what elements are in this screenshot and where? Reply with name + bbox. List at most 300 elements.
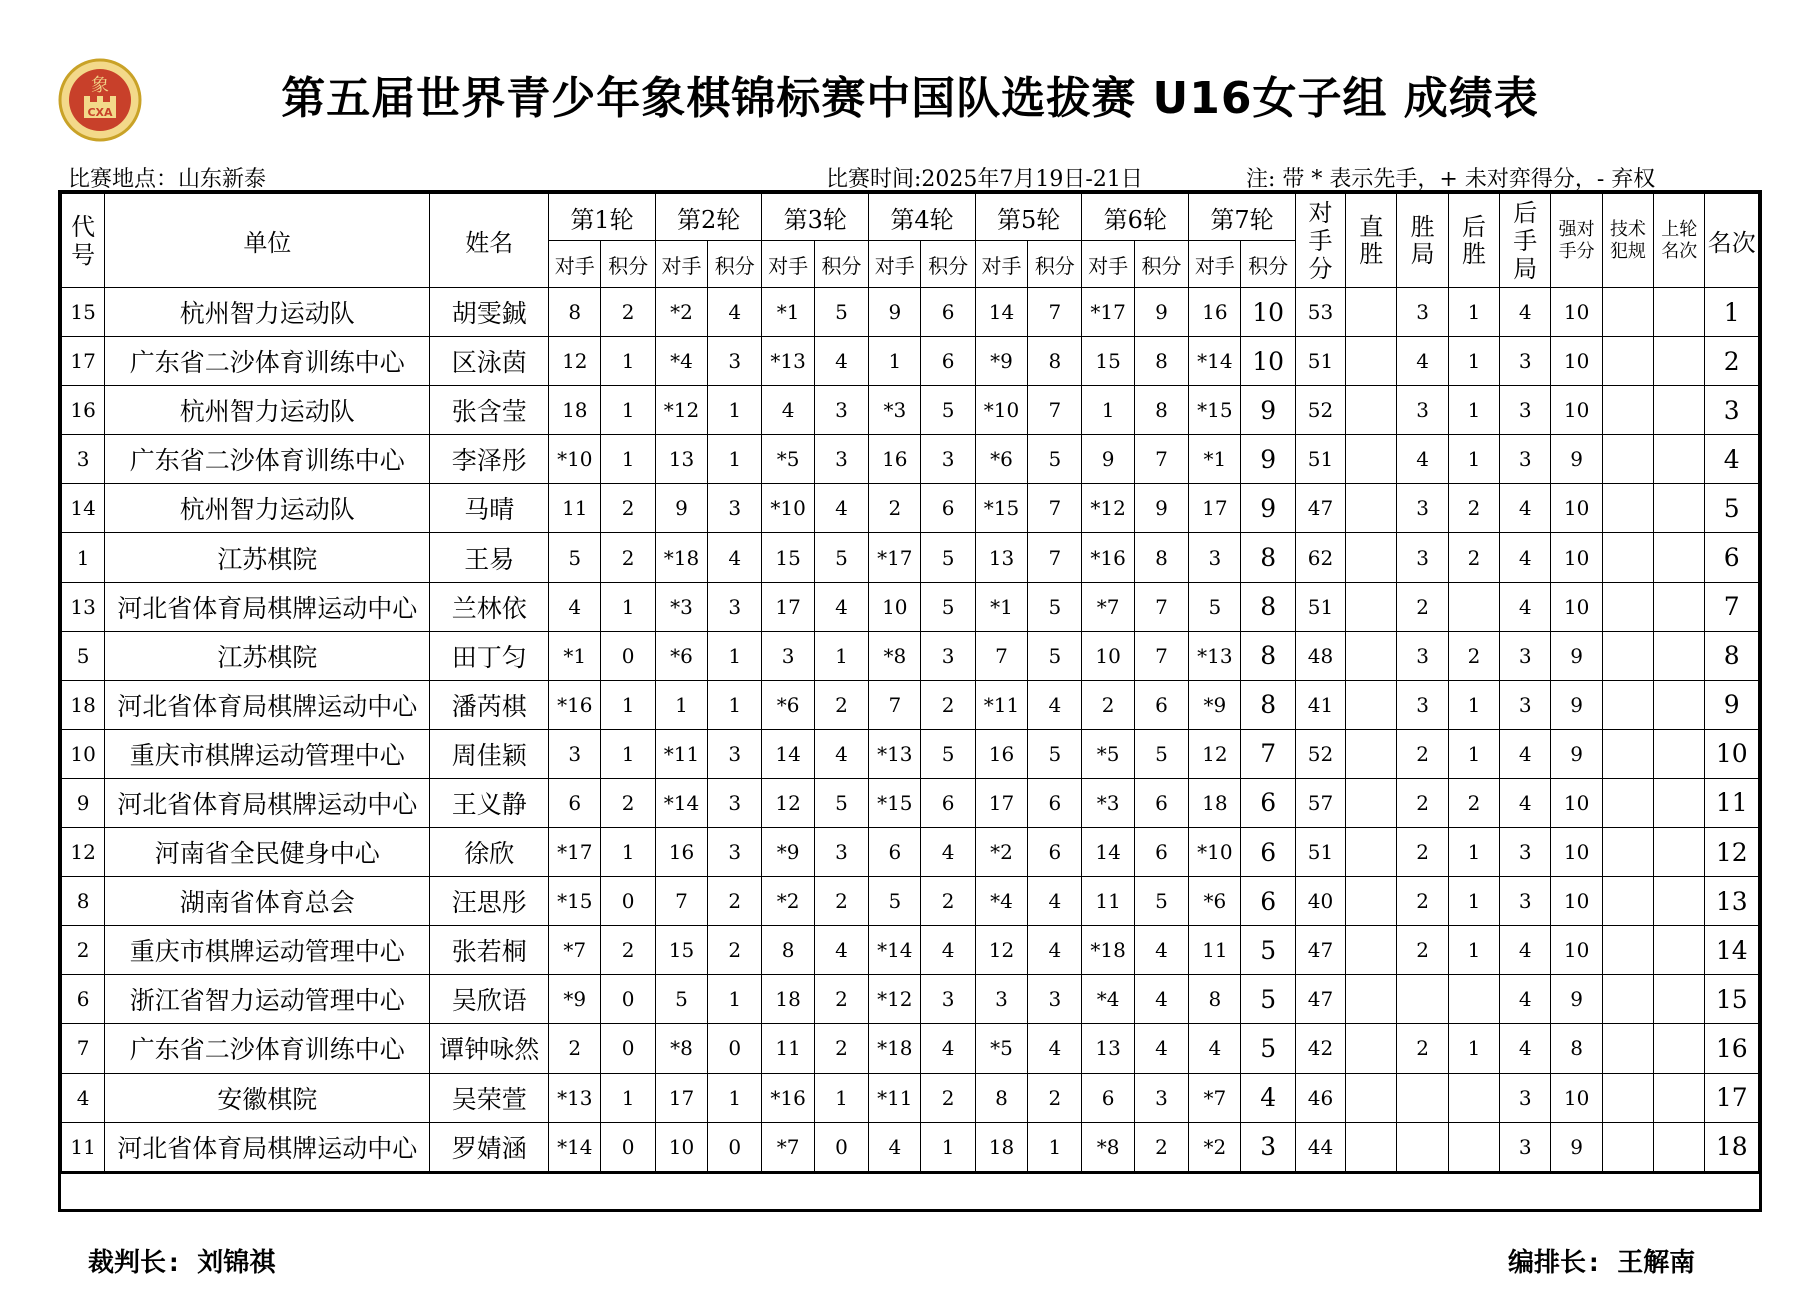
cell-score-r5: 7 — [1028, 484, 1082, 533]
cell-score-r6: 8 — [1134, 533, 1188, 582]
cell-opponent-r7: 8 — [1189, 975, 1241, 1024]
cell-score-r4: 4 — [921, 926, 975, 975]
cell-score-r7: 10 — [1241, 288, 1295, 337]
cell-opponent-r6: 1 — [1082, 386, 1134, 435]
cell-last-rank — [1654, 729, 1705, 778]
cell-rank: 7 — [1705, 582, 1759, 631]
cell-unit: 广东省二沙体育训练中心 — [105, 435, 430, 484]
cell-score-r1: 0 — [601, 1024, 655, 1073]
cell-later-wins: 1 — [1448, 435, 1499, 484]
cell-score-r6: 3 — [1134, 1073, 1188, 1122]
cell-score-r1: 2 — [601, 926, 655, 975]
cell-opponent-r2: *12 — [655, 386, 707, 435]
cell-second-moves: 3 — [1500, 828, 1551, 877]
cell-code: 14 — [62, 484, 105, 533]
cell-code: 17 — [62, 337, 105, 386]
cell-opponent-r4: 9 — [869, 288, 921, 337]
cell-unit: 重庆市棋牌运动管理中心 — [105, 729, 430, 778]
venue-label: 比赛地点：山东新泰 — [68, 167, 267, 192]
cell-tech-foul — [1602, 484, 1653, 533]
cell-name: 汪思彤 — [430, 877, 549, 926]
cell-opponent-r7: *2 — [1189, 1122, 1241, 1172]
cell-opp-score: 51 — [1295, 337, 1345, 386]
subheader-opponent-r1: 对手 — [549, 241, 601, 288]
cell-score-r4: 6 — [921, 778, 975, 827]
cell-code: 10 — [62, 729, 105, 778]
cell-opponent-r2: *4 — [655, 337, 707, 386]
cell-score-r4: 4 — [921, 828, 975, 877]
cell-direct-win — [1346, 975, 1397, 1024]
header-later-wins: 后胜 — [1448, 194, 1499, 288]
cell-second-moves: 3 — [1500, 337, 1551, 386]
cell-opponent-r3: *10 — [762, 484, 814, 533]
cell-score-r7: 9 — [1241, 435, 1295, 484]
cell-score-r4: 6 — [921, 484, 975, 533]
cell-score-r1: 1 — [601, 386, 655, 435]
cell-score-r7: 8 — [1241, 582, 1295, 631]
table-row — [62, 435, 1759, 484]
cell-opponent-r4: *15 — [869, 778, 921, 827]
cell-score-r7: 6 — [1241, 778, 1295, 827]
cell-unit: 江苏棋院 — [105, 631, 430, 680]
cell-score-r6: 9 — [1134, 288, 1188, 337]
cell-score-r5: 5 — [1028, 435, 1082, 484]
cell-opponent-r5: 14 — [975, 288, 1027, 337]
subheader-score-r3: 积分 — [814, 241, 868, 288]
cell-score-r2: 4 — [708, 533, 762, 582]
cell-score-r3: 2 — [814, 877, 868, 926]
cell-later-wins: 2 — [1448, 631, 1499, 680]
cxa-logo — [58, 58, 142, 142]
cell-code: 7 — [62, 1024, 105, 1073]
cell-score-r5: 7 — [1028, 386, 1082, 435]
cell-score-r2: 1 — [708, 386, 762, 435]
cell-score-r1: 0 — [601, 975, 655, 1024]
cell-wins: 3 — [1397, 484, 1448, 533]
table-row — [62, 386, 1759, 435]
header-strong-opp: 强对手分 — [1551, 194, 1602, 288]
cell-later-wins: 2 — [1448, 533, 1499, 582]
subheader-opponent-r3: 对手 — [762, 241, 814, 288]
cell-score-r6: 4 — [1134, 1024, 1188, 1073]
subheader-opponent-r4: 对手 — [869, 241, 921, 288]
cell-later-wins: 1 — [1448, 926, 1499, 975]
cell-opponent-r6: 15 — [1082, 337, 1134, 386]
header-second-moves: 后手局 — [1500, 194, 1551, 288]
cell-code: 12 — [62, 828, 105, 877]
cell-tech-foul — [1602, 533, 1653, 582]
cell-last-rank — [1654, 778, 1705, 827]
cell-tech-foul — [1602, 631, 1653, 680]
cell-rank: 16 — [1705, 1024, 1759, 1073]
cell-opponent-r6: *5 — [1082, 729, 1134, 778]
cell-code: 5 — [62, 631, 105, 680]
cell-opponent-r3: *9 — [762, 828, 814, 877]
chief-referee: 裁判长: 刘锦祺 — [88, 1248, 276, 1278]
cell-score-r1: 1 — [601, 828, 655, 877]
cell-score-r1: 0 — [601, 631, 655, 680]
cell-strong-opp: 10 — [1551, 533, 1602, 582]
cell-score-r7: 10 — [1241, 337, 1295, 386]
table-row — [62, 877, 1759, 926]
cell-opponent-r2: *11 — [655, 729, 707, 778]
cell-score-r5: 5 — [1028, 582, 1082, 631]
cell-score-r2: 3 — [708, 484, 762, 533]
cell-opponent-r6: *4 — [1082, 975, 1134, 1024]
cell-score-r5: 4 — [1028, 680, 1082, 729]
cell-wins — [1397, 1073, 1448, 1122]
cell-opponent-r1: 8 — [549, 288, 601, 337]
cell-last-rank — [1654, 288, 1705, 337]
cell-later-wins — [1448, 1122, 1499, 1172]
cell-score-r4: 5 — [921, 386, 975, 435]
cell-score-r4: 3 — [921, 435, 975, 484]
cell-opponent-r1: *7 — [549, 926, 601, 975]
cell-name: 潘芮棋 — [430, 680, 549, 729]
cell-second-moves: 4 — [1500, 778, 1551, 827]
cell-score-r6: 6 — [1134, 828, 1188, 877]
cell-opponent-r7: *13 — [1189, 631, 1241, 680]
cell-wins: 3 — [1397, 631, 1448, 680]
cell-opponent-r2: *14 — [655, 778, 707, 827]
cell-code: 9 — [62, 778, 105, 827]
cell-direct-win — [1346, 1122, 1397, 1172]
cell-name: 王义静 — [430, 778, 549, 827]
cell-direct-win — [1346, 386, 1397, 435]
table-row — [62, 1024, 1759, 1073]
cell-opponent-r4: 2 — [869, 484, 921, 533]
table-row — [62, 828, 1759, 877]
cell-score-r2: 0 — [708, 1122, 762, 1172]
table-row — [62, 680, 1759, 729]
cell-opponent-r4: 6 — [869, 828, 921, 877]
cell-strong-opp: 10 — [1551, 386, 1602, 435]
cell-last-rank — [1654, 582, 1705, 631]
cell-score-r1: 1 — [601, 435, 655, 484]
cell-score-r3: 4 — [814, 926, 868, 975]
cell-unit: 杭州智力运动队 — [105, 288, 430, 337]
cell-name: 谭钟咏然 — [430, 1024, 549, 1073]
cell-score-r2: 1 — [708, 631, 762, 680]
cell-direct-win — [1346, 1024, 1397, 1073]
cell-rank: 18 — [1705, 1122, 1759, 1172]
cell-score-r4: 6 — [921, 288, 975, 337]
cell-opp-score: 41 — [1295, 680, 1345, 729]
cell-opponent-r6: 6 — [1082, 1073, 1134, 1122]
cell-opponent-r7: 12 — [1189, 729, 1241, 778]
cell-second-moves: 4 — [1500, 1024, 1551, 1073]
cell-second-moves: 4 — [1500, 975, 1551, 1024]
cell-score-r6: 6 — [1134, 680, 1188, 729]
cell-unit: 河北省体育局棋牌运动中心 — [105, 778, 430, 827]
cell-score-r3: 4 — [814, 582, 868, 631]
cell-score-r1: 1 — [601, 582, 655, 631]
cell-rank: 9 — [1705, 680, 1759, 729]
cell-score-r6: 4 — [1134, 975, 1188, 1024]
cell-score-r4: 6 — [921, 337, 975, 386]
cell-opponent-r5: 12 — [975, 926, 1027, 975]
cell-tech-foul — [1602, 926, 1653, 975]
cell-unit: 浙江省智力运动管理中心 — [105, 975, 430, 1024]
cell-opponent-r7: 5 — [1189, 582, 1241, 631]
subheader-score-r5: 积分 — [1028, 241, 1082, 288]
cell-code: 18 — [62, 680, 105, 729]
cell-wins: 2 — [1397, 877, 1448, 926]
cell-direct-win — [1346, 778, 1397, 827]
cell-last-rank — [1654, 484, 1705, 533]
cell-score-r3: 5 — [814, 778, 868, 827]
cell-rank: 4 — [1705, 435, 1759, 484]
cell-opponent-r7: 4 — [1189, 1024, 1241, 1073]
cell-wins: 4 — [1397, 337, 1448, 386]
cell-rank: 12 — [1705, 828, 1759, 877]
cell-opponent-r7: *1 — [1189, 435, 1241, 484]
cell-score-r2: 0 — [708, 1024, 762, 1073]
subheader-score-r7: 积分 — [1241, 241, 1295, 288]
cell-opponent-r2: 1 — [655, 680, 707, 729]
cell-score-r7: 8 — [1241, 631, 1295, 680]
cell-code: 13 — [62, 582, 105, 631]
cell-score-r6: 7 — [1134, 435, 1188, 484]
cell-opponent-r1: *1 — [549, 631, 601, 680]
cell-wins: 4 — [1397, 435, 1448, 484]
cell-opponent-r4: 5 — [869, 877, 921, 926]
cell-opp-score: 62 — [1295, 533, 1345, 582]
cell-last-rank — [1654, 1122, 1705, 1172]
cell-opponent-r1: *10 — [549, 435, 601, 484]
cell-later-wins: 2 — [1448, 778, 1499, 827]
cell-last-rank — [1654, 435, 1705, 484]
cell-tech-foul — [1602, 1073, 1653, 1122]
cell-direct-win — [1346, 1073, 1397, 1122]
cell-opponent-r5: 16 — [975, 729, 1027, 778]
cell-opponent-r3: *5 — [762, 435, 814, 484]
cell-rank: 8 — [1705, 631, 1759, 680]
cell-score-r1: 0 — [601, 877, 655, 926]
cell-direct-win — [1346, 926, 1397, 975]
cell-opponent-r4: *13 — [869, 729, 921, 778]
cell-direct-win — [1346, 288, 1397, 337]
cell-tech-foul — [1602, 337, 1653, 386]
cell-name: 胡雯鋮 — [430, 288, 549, 337]
cell-last-rank — [1654, 337, 1705, 386]
cell-opponent-r1: *14 — [549, 1122, 601, 1172]
cell-later-wins — [1448, 975, 1499, 1024]
cell-second-moves: 3 — [1500, 631, 1551, 680]
cell-opponent-r4: 4 — [869, 1122, 921, 1172]
cell-strong-opp: 10 — [1551, 484, 1602, 533]
cell-rank: 1 — [1705, 288, 1759, 337]
cell-score-r7: 9 — [1241, 484, 1295, 533]
subheader-opponent-r7: 对手 — [1189, 241, 1241, 288]
cell-unit: 河北省体育局棋牌运动中心 — [105, 582, 430, 631]
cell-direct-win — [1346, 337, 1397, 386]
cell-name: 田丁匀 — [430, 631, 549, 680]
cell-opponent-r6: *16 — [1082, 533, 1134, 582]
cell-opp-score: 52 — [1295, 386, 1345, 435]
cell-opponent-r6: *7 — [1082, 582, 1134, 631]
cell-opponent-r4: 16 — [869, 435, 921, 484]
cell-later-wins: 1 — [1448, 877, 1499, 926]
header-name: 姓名 — [430, 194, 549, 288]
cell-opp-score: 47 — [1295, 484, 1345, 533]
cell-last-rank — [1654, 975, 1705, 1024]
table-row — [62, 533, 1759, 582]
cell-direct-win — [1346, 631, 1397, 680]
cell-score-r2: 3 — [708, 729, 762, 778]
cell-opponent-r1: *15 — [549, 877, 601, 926]
cell-last-rank — [1654, 926, 1705, 975]
cell-wins: 2 — [1397, 582, 1448, 631]
logo-text: CXA — [87, 106, 113, 119]
cell-opponent-r1: *13 — [549, 1073, 601, 1122]
cell-score-r3: 3 — [814, 435, 868, 484]
cell-rank: 13 — [1705, 877, 1759, 926]
cell-opponent-r7: 11 — [1189, 926, 1241, 975]
cell-rank: 3 — [1705, 386, 1759, 435]
cell-score-r1: 1 — [601, 729, 655, 778]
cell-opponent-r4: *17 — [869, 533, 921, 582]
cell-later-wins: 1 — [1448, 680, 1499, 729]
cell-score-r3: 4 — [814, 729, 868, 778]
cell-unit: 江苏棋院 — [105, 533, 430, 582]
cell-score-r7: 5 — [1241, 1024, 1295, 1073]
cell-rank: 14 — [1705, 926, 1759, 975]
cell-tech-foul — [1602, 729, 1653, 778]
cell-opponent-r1: 18 — [549, 386, 601, 435]
cell-second-moves: 4 — [1500, 582, 1551, 631]
cell-opponent-r2: 10 — [655, 1122, 707, 1172]
subheader-score-r4: 积分 — [921, 241, 975, 288]
cell-score-r4: 1 — [921, 1122, 975, 1172]
cell-opponent-r5: *9 — [975, 337, 1027, 386]
cell-score-r7: 4 — [1241, 1073, 1295, 1122]
cell-opponent-r3: 8 — [762, 926, 814, 975]
cell-name: 张含莹 — [430, 386, 549, 435]
cell-score-r2: 3 — [708, 828, 762, 877]
cell-last-rank — [1654, 533, 1705, 582]
cell-opponent-r6: 14 — [1082, 828, 1134, 877]
legend-note: 注: 带 * 表示先手，+ 未对弈得分，- 弃权 — [1246, 167, 1656, 192]
cell-last-rank — [1654, 631, 1705, 680]
time-label: 比赛时间:2025年7月19日-21日 — [826, 167, 1143, 192]
cell-opponent-r3: 3 — [762, 631, 814, 680]
cell-opponent-r4: *18 — [869, 1024, 921, 1073]
cell-wins: 3 — [1397, 386, 1448, 435]
cell-opponent-r7: *9 — [1189, 680, 1241, 729]
cell-score-r7: 5 — [1241, 975, 1295, 1024]
cell-opponent-r1: 12 — [549, 337, 601, 386]
cell-opponent-r6: 2 — [1082, 680, 1134, 729]
cell-score-r1: 2 — [601, 778, 655, 827]
cell-score-r7: 8 — [1241, 533, 1295, 582]
cell-later-wins — [1448, 1073, 1499, 1122]
cell-unit: 湖南省体育总会 — [105, 877, 430, 926]
cell-score-r4: 5 — [921, 582, 975, 631]
cell-opponent-r3: *2 — [762, 877, 814, 926]
cell-opponent-r5: 3 — [975, 975, 1027, 1024]
cell-score-r3: 4 — [814, 484, 868, 533]
table-row — [62, 631, 1759, 680]
cell-wins: 2 — [1397, 778, 1448, 827]
cell-direct-win — [1346, 533, 1397, 582]
header-direct-win: 直胜 — [1346, 194, 1397, 288]
pairing-chief: 编排长: 王解南 — [1508, 1248, 1696, 1278]
cell-opponent-r3: *13 — [762, 337, 814, 386]
cell-opponent-r4: *8 — [869, 631, 921, 680]
cell-score-r6: 5 — [1134, 729, 1188, 778]
cell-score-r5: 7 — [1028, 288, 1082, 337]
cell-score-r7: 6 — [1241, 828, 1295, 877]
cell-score-r2: 2 — [708, 877, 762, 926]
cell-score-r6: 5 — [1134, 877, 1188, 926]
table-row — [62, 778, 1759, 827]
cell-score-r2: 1 — [708, 1073, 762, 1122]
cell-score-r7: 3 — [1241, 1122, 1295, 1172]
table-row — [62, 1122, 1759, 1172]
table-row — [62, 926, 1759, 975]
cell-opponent-r6: 11 — [1082, 877, 1134, 926]
cell-opponent-r3: 14 — [762, 729, 814, 778]
cell-score-r1: 0 — [601, 1122, 655, 1172]
header-round-2: 第2轮 — [655, 194, 762, 241]
cell-name: 张若桐 — [430, 926, 549, 975]
cell-score-r7: 7 — [1241, 729, 1295, 778]
cell-name: 区泳茵 — [430, 337, 549, 386]
cell-opponent-r2: *3 — [655, 582, 707, 631]
cell-name: 吴荣萱 — [430, 1073, 549, 1122]
cell-opponent-r5: *2 — [975, 828, 1027, 877]
cell-score-r7: 5 — [1241, 926, 1295, 975]
cell-unit: 河南省全民健身中心 — [105, 828, 430, 877]
cell-direct-win — [1346, 680, 1397, 729]
cell-opponent-r2: 17 — [655, 1073, 707, 1122]
cell-opponent-r1: 5 — [549, 533, 601, 582]
cell-score-r3: 2 — [814, 975, 868, 1024]
cell-strong-opp: 10 — [1551, 582, 1602, 631]
cell-opp-score: 53 — [1295, 288, 1345, 337]
cell-score-r1: 1 — [601, 680, 655, 729]
cell-last-rank — [1654, 680, 1705, 729]
cell-code: 3 — [62, 435, 105, 484]
cell-wins — [1397, 1122, 1448, 1172]
cell-score-r6: 9 — [1134, 484, 1188, 533]
cell-score-r1: 1 — [601, 1073, 655, 1122]
cell-opp-score: 51 — [1295, 828, 1345, 877]
cell-opponent-r3: 12 — [762, 778, 814, 827]
cell-opponent-r6: *17 — [1082, 288, 1134, 337]
cell-strong-opp: 10 — [1551, 1073, 1602, 1122]
cell-second-moves: 4 — [1500, 484, 1551, 533]
cell-name: 李泽彤 — [430, 435, 549, 484]
cell-opponent-r5: *4 — [975, 877, 1027, 926]
cell-direct-win — [1346, 435, 1397, 484]
cell-opponent-r4: 1 — [869, 337, 921, 386]
cell-score-r3: 3 — [814, 828, 868, 877]
cell-opponent-r5: *6 — [975, 435, 1027, 484]
cell-tech-foul — [1602, 288, 1653, 337]
cell-opp-score: 51 — [1295, 435, 1345, 484]
cell-opponent-r7: 16 — [1189, 288, 1241, 337]
cell-unit: 杭州智力运动队 — [105, 484, 430, 533]
header-round-6: 第6轮 — [1082, 194, 1189, 241]
cell-wins — [1397, 975, 1448, 1024]
cell-opp-score: 52 — [1295, 729, 1345, 778]
cell-opponent-r1: 3 — [549, 729, 601, 778]
cell-score-r2: 3 — [708, 337, 762, 386]
cell-code: 4 — [62, 1073, 105, 1122]
cell-opponent-r7: 18 — [1189, 778, 1241, 827]
